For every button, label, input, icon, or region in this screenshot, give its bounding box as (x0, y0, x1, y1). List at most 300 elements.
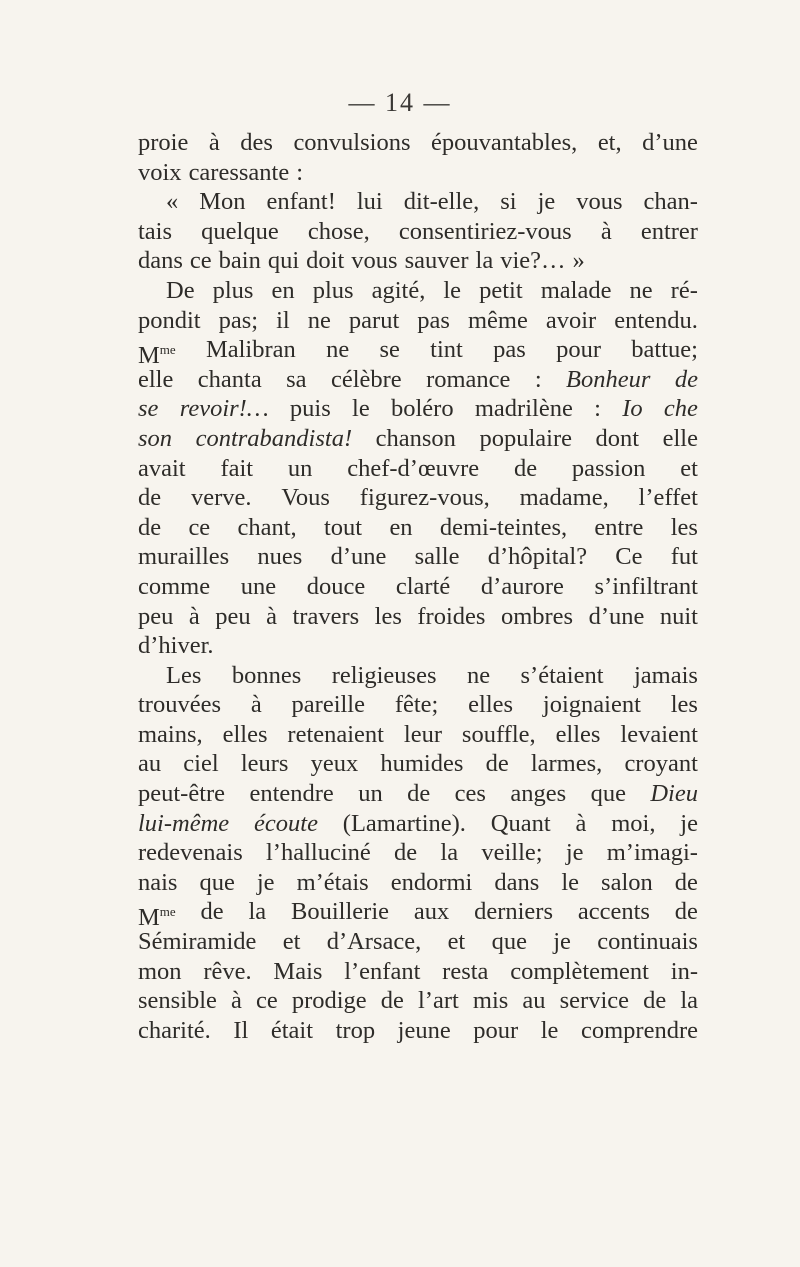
word (546, 306, 596, 336)
word (520, 483, 609, 513)
word (190, 246, 212, 276)
word (417, 306, 450, 336)
word-text: les (374, 602, 402, 630)
word (597, 927, 698, 957)
word-text: : (594, 395, 601, 423)
word (138, 365, 173, 395)
word (404, 720, 442, 750)
word-text: la (248, 898, 267, 926)
word-text: des (240, 129, 273, 156)
word (467, 661, 490, 691)
word-text: Malibran (205, 336, 296, 364)
word (199, 187, 245, 217)
word (138, 454, 186, 484)
word (203, 957, 251, 987)
word-text: entendre (249, 780, 334, 808)
word (468, 306, 528, 336)
word-text: en (271, 276, 295, 304)
word (311, 749, 359, 779)
word-text: à (250, 691, 262, 719)
word-text: à (600, 217, 612, 245)
word (575, 809, 586, 839)
word-text: un (287, 454, 313, 482)
word (138, 513, 161, 543)
word-text: sensible (138, 987, 217, 1015)
word-text: à (575, 809, 587, 837)
word-text: veille; (481, 839, 543, 867)
word-text: ciel (183, 750, 219, 778)
word-text: derniers (474, 898, 553, 926)
word-text: pas (417, 306, 450, 334)
word-text: De (166, 276, 195, 304)
word-text: mains, (138, 720, 203, 748)
word (189, 158, 290, 188)
word (138, 424, 172, 454)
word (379, 335, 399, 365)
word (375, 602, 402, 632)
word (611, 809, 655, 839)
word (349, 306, 399, 336)
word-text: d’une (588, 602, 645, 630)
superscript: me (159, 904, 176, 920)
word-text: Mon (199, 188, 246, 216)
word-text: pareille (291, 691, 365, 719)
word (213, 276, 254, 306)
word (257, 542, 302, 572)
body-text (138, 128, 698, 1045)
word-text: la (680, 987, 698, 1015)
word-text: de (380, 987, 404, 1015)
word (440, 513, 567, 543)
word-text: fait (220, 454, 254, 482)
text-line (138, 897, 698, 932)
word-text: in- (670, 957, 698, 985)
word (538, 187, 556, 217)
word (442, 957, 488, 987)
word-text: peu (215, 602, 251, 630)
word-text: à (188, 602, 200, 630)
word (360, 483, 490, 513)
word-text: célèbre (330, 365, 402, 393)
word-text: de (485, 750, 509, 778)
word (614, 306, 698, 336)
word (331, 365, 402, 395)
word-text: avoir (545, 306, 597, 334)
word-text: figurez-vous, (359, 484, 490, 512)
word (396, 572, 450, 602)
word (273, 957, 322, 987)
word (631, 335, 698, 365)
word-text: que (590, 780, 626, 808)
word (535, 365, 542, 395)
word-text: complètement (510, 957, 649, 985)
word-text: au (522, 987, 546, 1015)
word (352, 394, 370, 424)
word (138, 631, 214, 661)
word-text: mis (472, 987, 509, 1015)
word (391, 868, 473, 898)
word (138, 986, 217, 1016)
word-text: Mais (273, 957, 323, 985)
word (254, 809, 318, 839)
word-text: Il (233, 1016, 249, 1044)
word (639, 483, 698, 513)
word-text: croyant (624, 750, 698, 778)
word (166, 661, 201, 691)
word (671, 276, 698, 306)
word (405, 246, 469, 276)
italic-word: contrabandista! (195, 424, 353, 452)
word-text: le (352, 395, 370, 423)
word (430, 335, 463, 365)
word-text: (Lamartine). (342, 809, 466, 837)
word-text: l’halluciné (266, 839, 371, 867)
word-text: consentiriez-vous (398, 217, 572, 245)
word (138, 602, 173, 632)
word-text: vous (576, 188, 623, 216)
word-text: pas (493, 336, 526, 364)
word-text: même (467, 306, 528, 334)
word (344, 957, 420, 987)
word (266, 602, 277, 632)
word (292, 690, 365, 720)
word-text: ne (326, 336, 350, 364)
word (257, 868, 275, 898)
word-text: ne (466, 661, 491, 689)
word-text: de (407, 780, 431, 808)
word-text: trouvées (138, 691, 221, 719)
word-text: continuais (597, 928, 698, 956)
word-text: Vous (281, 484, 330, 512)
word (595, 572, 698, 602)
word (473, 986, 508, 1016)
word-text: douce (306, 572, 366, 600)
word (514, 454, 537, 484)
word (267, 187, 336, 217)
word (336, 1016, 375, 1046)
word-text: les (670, 691, 698, 719)
word (680, 809, 698, 839)
word-text: vous (351, 247, 398, 275)
word (281, 483, 330, 513)
text-line (138, 779, 698, 809)
word-text: » (572, 247, 585, 275)
word (399, 217, 572, 247)
word-text: leur (403, 720, 442, 748)
word-text: la (440, 839, 459, 867)
word (492, 927, 527, 957)
text-line (138, 838, 698, 868)
word-text: romance (426, 365, 511, 393)
word-text: je (553, 928, 571, 956)
word-text: l’enfant (344, 957, 421, 985)
word-text: Sémiramide (138, 928, 257, 956)
word-text: boléro (391, 395, 454, 423)
word (138, 779, 225, 809)
word-text: « (166, 188, 179, 216)
word (357, 187, 383, 217)
word (138, 483, 161, 513)
word-text: pas; (218, 306, 259, 334)
word-text: verve. (190, 484, 252, 512)
word-text: que (199, 868, 235, 896)
word (624, 749, 697, 779)
text-line (138, 335, 698, 370)
text-line (138, 424, 698, 454)
word (594, 394, 601, 424)
text-line (138, 868, 698, 898)
word (500, 246, 565, 276)
word (634, 661, 698, 691)
word-text: était (270, 1016, 314, 1044)
text-line (138, 720, 698, 750)
word-text: entendu. (614, 306, 698, 334)
word (440, 838, 458, 868)
word (376, 424, 456, 454)
word-text: chose, (307, 217, 370, 245)
word (206, 335, 296, 365)
word-text: je (680, 809, 698, 837)
word (664, 394, 698, 424)
word-text: à (266, 602, 277, 630)
word (671, 690, 698, 720)
text-line (138, 809, 698, 839)
word (256, 986, 278, 1016)
text-line (138, 690, 698, 720)
word (241, 572, 276, 602)
word (215, 602, 250, 632)
text-line (138, 483, 698, 513)
word-text: parut (348, 306, 400, 334)
word-text: tais (138, 217, 173, 245)
word (607, 838, 698, 868)
word (138, 838, 243, 868)
word-text: retenaient (287, 720, 384, 748)
word (283, 927, 301, 957)
word-text: salle (414, 543, 460, 571)
word (138, 306, 201, 336)
word-text: travers (292, 602, 360, 630)
word-text: s’infiltrant (594, 572, 698, 600)
word-text: pour (473, 1016, 519, 1044)
word (650, 779, 698, 809)
text-line (138, 217, 698, 247)
word-text: ce (256, 987, 278, 1015)
word-text: chant, (237, 513, 297, 541)
italic-word: lui-même (138, 809, 230, 837)
word-text: peut-être (138, 780, 226, 808)
word-text: sauver (404, 247, 469, 275)
word-text: Ce (615, 543, 643, 571)
word (201, 217, 279, 247)
word-text: religieuses (331, 661, 437, 689)
word-text: à (231, 987, 242, 1015)
word (481, 838, 542, 868)
word (332, 661, 437, 691)
word (398, 1016, 451, 1046)
word-text: ombres (500, 602, 574, 630)
word (272, 276, 295, 306)
word-text: ne (307, 306, 331, 334)
italic-word: Bonheur (566, 365, 651, 393)
word-text: nues (257, 543, 303, 571)
word (644, 187, 698, 217)
word (231, 986, 242, 1016)
word (266, 838, 371, 868)
word-text: elles (468, 691, 514, 719)
word-text: ré- (670, 276, 698, 304)
word (326, 335, 349, 365)
word-text: lui (356, 188, 383, 216)
word-text: bonnes (231, 661, 302, 689)
word-text: charité. (138, 1016, 211, 1044)
word (293, 602, 360, 632)
word-text: il (276, 306, 290, 334)
word-text: doit (306, 247, 345, 275)
word (380, 749, 463, 779)
word (327, 927, 422, 957)
word (566, 838, 584, 868)
word (138, 1016, 211, 1046)
word (138, 749, 161, 779)
word (418, 986, 459, 1016)
word (138, 690, 221, 720)
word-text: nais (138, 868, 178, 896)
word (232, 661, 301, 691)
word-text: populaire (479, 424, 572, 452)
word-text: M (138, 904, 160, 932)
word-text: pondit (138, 306, 201, 334)
word-text: tint (430, 336, 463, 364)
word (560, 986, 629, 1016)
word (448, 927, 466, 957)
word (414, 897, 449, 927)
text-line (138, 631, 698, 661)
word (296, 158, 303, 188)
word (268, 246, 299, 276)
text-line (138, 572, 698, 602)
word (287, 720, 384, 750)
word (642, 128, 698, 158)
word (581, 1016, 698, 1046)
word-text: froides (417, 602, 486, 630)
word-text: je (256, 868, 275, 896)
word (307, 572, 366, 602)
word (476, 246, 494, 276)
text-line (138, 542, 698, 572)
word (351, 246, 397, 276)
word (479, 424, 572, 454)
word-text: anges (510, 780, 567, 808)
word-text: elles (222, 720, 268, 748)
word (290, 394, 331, 424)
italic-word: de (674, 365, 698, 393)
word (622, 394, 642, 424)
word (491, 809, 551, 839)
superscript: me (159, 342, 176, 358)
word-text: plus (312, 276, 354, 304)
word (138, 927, 256, 957)
word-text: le (540, 1016, 559, 1044)
italic-word: son (138, 424, 173, 452)
word-text: demi-teintes, (439, 513, 568, 541)
word (308, 217, 370, 247)
word-text: qui (267, 247, 300, 275)
word-text: peu (138, 602, 174, 630)
word-text: d’Arsace, (326, 928, 422, 956)
word (233, 1016, 248, 1046)
word-text: enfant! (266, 188, 336, 216)
word (331, 542, 387, 572)
word-text: yeux (310, 750, 359, 778)
word-text: resta (442, 957, 489, 985)
word (404, 187, 480, 217)
word (166, 276, 195, 306)
word (138, 897, 176, 932)
word (556, 720, 601, 750)
word-text: humides (380, 750, 464, 778)
word-text: m’imagi- (606, 839, 698, 867)
word (240, 128, 273, 158)
word (241, 749, 289, 779)
italic-word: Dieu (650, 780, 698, 808)
word (531, 749, 602, 779)
word-text: trop (335, 1016, 376, 1044)
word-text: petit (479, 276, 523, 304)
word (576, 187, 622, 217)
word (543, 690, 641, 720)
word-text: clarté (395, 572, 451, 600)
word (572, 454, 646, 484)
word (680, 986, 698, 1016)
word (521, 661, 604, 691)
word-text: comprendre (581, 1016, 698, 1044)
word-text: aux (413, 898, 450, 926)
word (180, 394, 269, 424)
word (598, 128, 622, 158)
word (486, 749, 509, 779)
word-text: chan- (643, 188, 698, 216)
word-text: de (674, 898, 698, 926)
word-text: pour (556, 336, 601, 364)
word-text: m’étais (296, 868, 369, 896)
word (293, 128, 410, 158)
word-text: la (475, 247, 494, 275)
word-text: madame, (519, 484, 609, 512)
word (288, 454, 313, 484)
word-text: Bouillerie (291, 898, 390, 926)
word (297, 868, 369, 898)
italic-word: che (663, 395, 698, 423)
word (501, 602, 573, 632)
word-text: rêve. (203, 957, 252, 985)
word (347, 454, 479, 484)
word-text: puis (289, 395, 331, 423)
word-text: redevenais (138, 839, 243, 867)
word-text: avait (138, 454, 186, 482)
word-text: un (358, 780, 383, 808)
word (500, 187, 516, 217)
word-text: et (680, 454, 698, 482)
text-line (138, 246, 698, 276)
word-text: et (447, 928, 466, 956)
word (291, 897, 389, 927)
word (473, 1016, 518, 1046)
word-text: de (394, 839, 418, 867)
word (431, 128, 577, 158)
word-text: accents (577, 898, 650, 926)
word (196, 424, 353, 454)
